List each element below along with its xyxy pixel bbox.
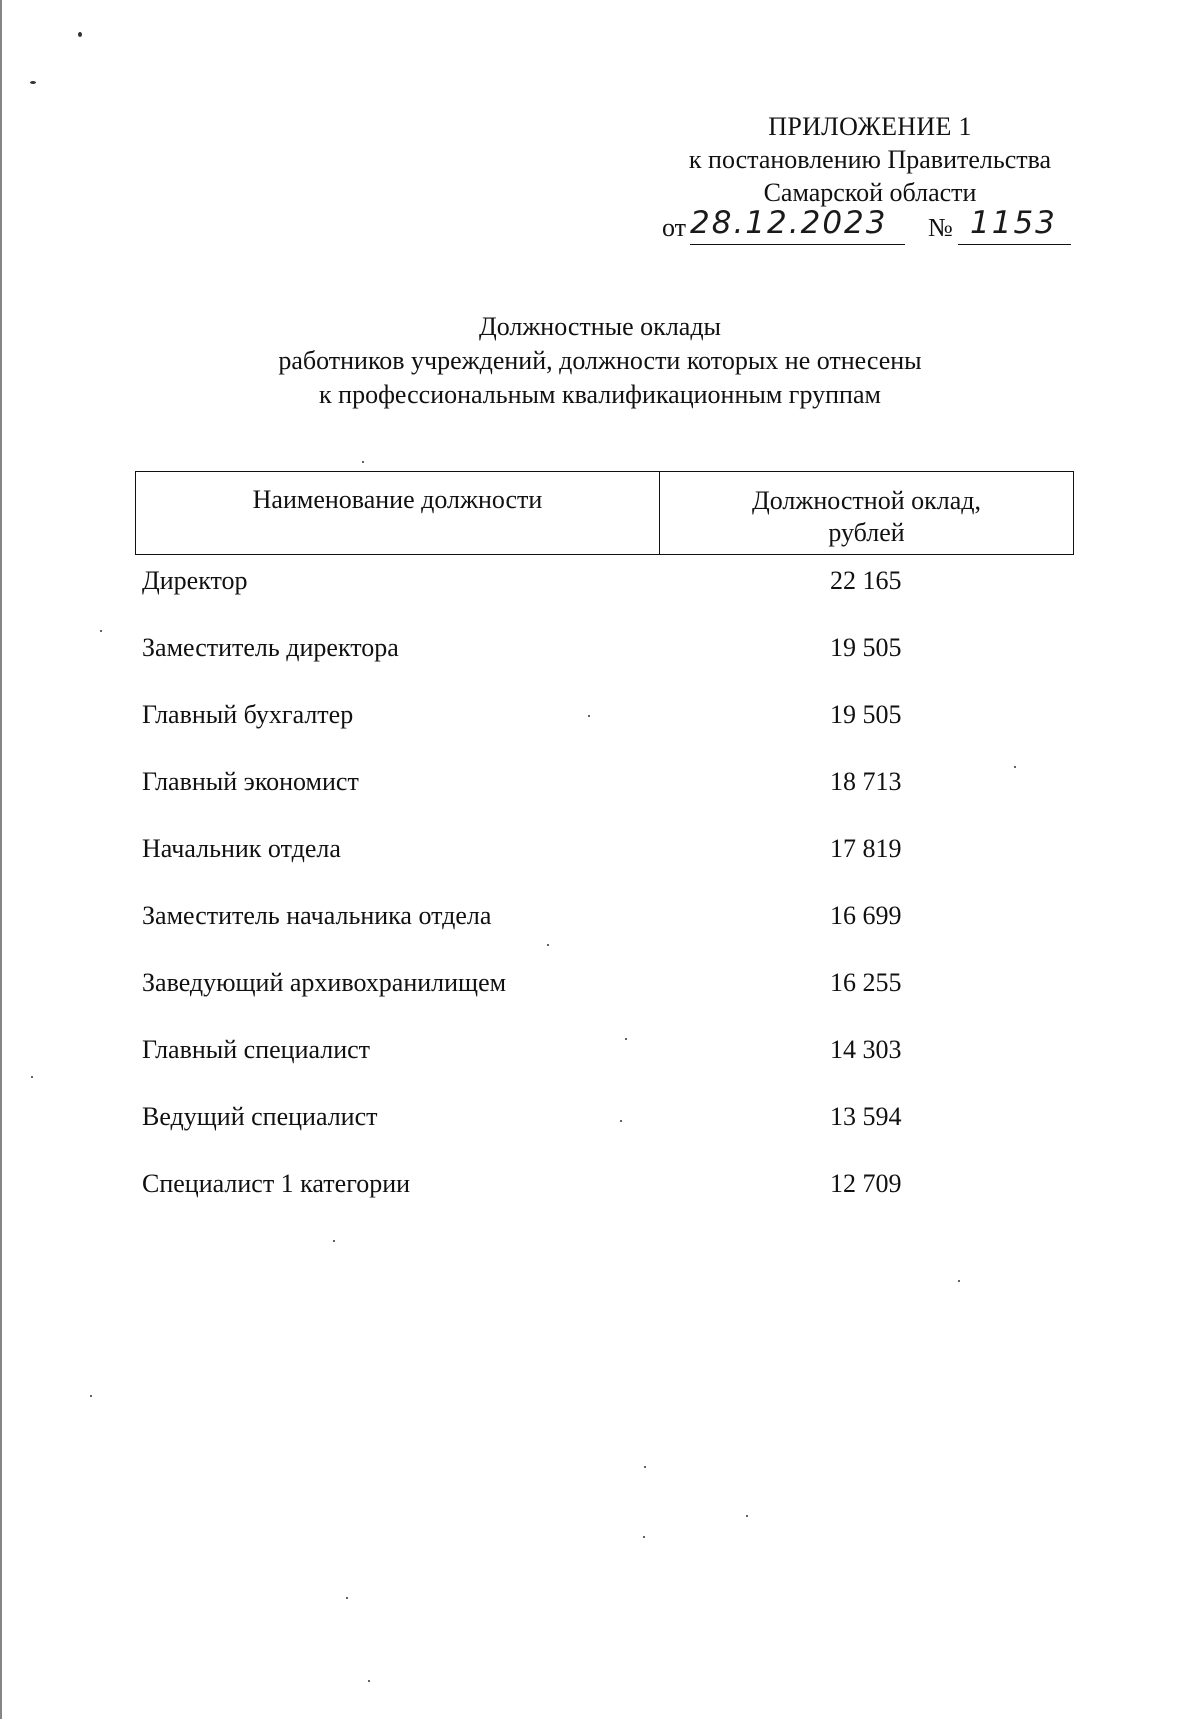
table-row [142,1035,1072,1102]
row-position: Главный экономист [142,767,359,796]
row-position: Специалист 1 категории [142,1169,411,1198]
number-underline [958,244,1071,245]
row-position: Главный специалист [142,1035,371,1064]
scan-speck [90,1395,92,1397]
handwritten-number: 1153 [970,205,1057,241]
document-title [150,310,1050,412]
row-position: Директор [142,566,248,595]
table-row [142,566,1072,633]
appendix-resolution-line: к постановлению Правительства [688,145,1052,174]
resolution-date-number [662,207,1082,247]
row-salary: 19 505 [830,633,902,662]
date-underline [690,244,905,245]
scan-speck [362,461,364,463]
table-row [142,700,1072,767]
table-row [142,1102,1072,1169]
scan-speck [643,1536,645,1538]
scan-speck [644,1466,646,1468]
handwritten-date: 28.12.2023 [690,205,888,241]
scan-speck [346,1597,348,1599]
scan-speck [100,630,102,632]
row-salary: 16 255 [830,968,902,997]
row-salary: 13 594 [830,1102,902,1131]
row-position: Ведущий специалист [142,1102,378,1131]
scan-speck [746,1515,748,1517]
table-row [142,901,1072,968]
scan-speck [78,32,82,37]
header-salary-line-1: Должностной оклад, [752,486,981,515]
row-salary: 14 303 [830,1035,902,1064]
appendix-header [640,110,1100,209]
title-line-1: Должностные оклады [478,312,722,341]
row-salary: 16 699 [830,901,902,930]
salary-table-body [142,566,1072,1236]
title-line-2: работников учреждений, должности которых не отнесены [278,346,922,375]
table-header [135,471,1074,555]
row-salary: 12 709 [830,1169,902,1198]
row-position: Начальник отдела [142,834,341,863]
scan-speck [31,1076,33,1078]
row-salary: 19 505 [830,700,902,729]
scan-speck [30,81,36,84]
table-row [142,834,1072,901]
scan-speck [368,1680,370,1682]
table-row [142,968,1072,1035]
row-position: Заместитель начальника отдела [142,901,492,930]
row-salary: 18 713 [830,767,902,796]
scan-speck [958,1280,960,1282]
table-row [142,767,1072,834]
header-position: Наименование должности [136,472,660,554]
table-row [142,1169,1072,1236]
appendix-region-line: Самарской области [763,178,977,207]
table-row [142,633,1072,700]
scan-speck [333,1240,335,1242]
appendix-title: ПРИЛОЖЕНИЕ 1 [768,112,972,141]
row-position: Заведующий архивохранилищем [142,968,507,997]
header-salary [660,472,1073,554]
scan-edge [0,0,2,1719]
header-salary-line-2: рублей [828,518,905,547]
number-prefix: № [928,213,953,242]
row-position: Главный бухгалтер [142,700,354,729]
title-line-3: к профессиональным квалификационным группам [319,380,881,409]
row-salary: 17 819 [830,834,902,863]
row-salary: 22 165 [830,566,902,595]
row-position: Заместитель директора [142,633,399,662]
date-prefix: от [662,213,687,242]
